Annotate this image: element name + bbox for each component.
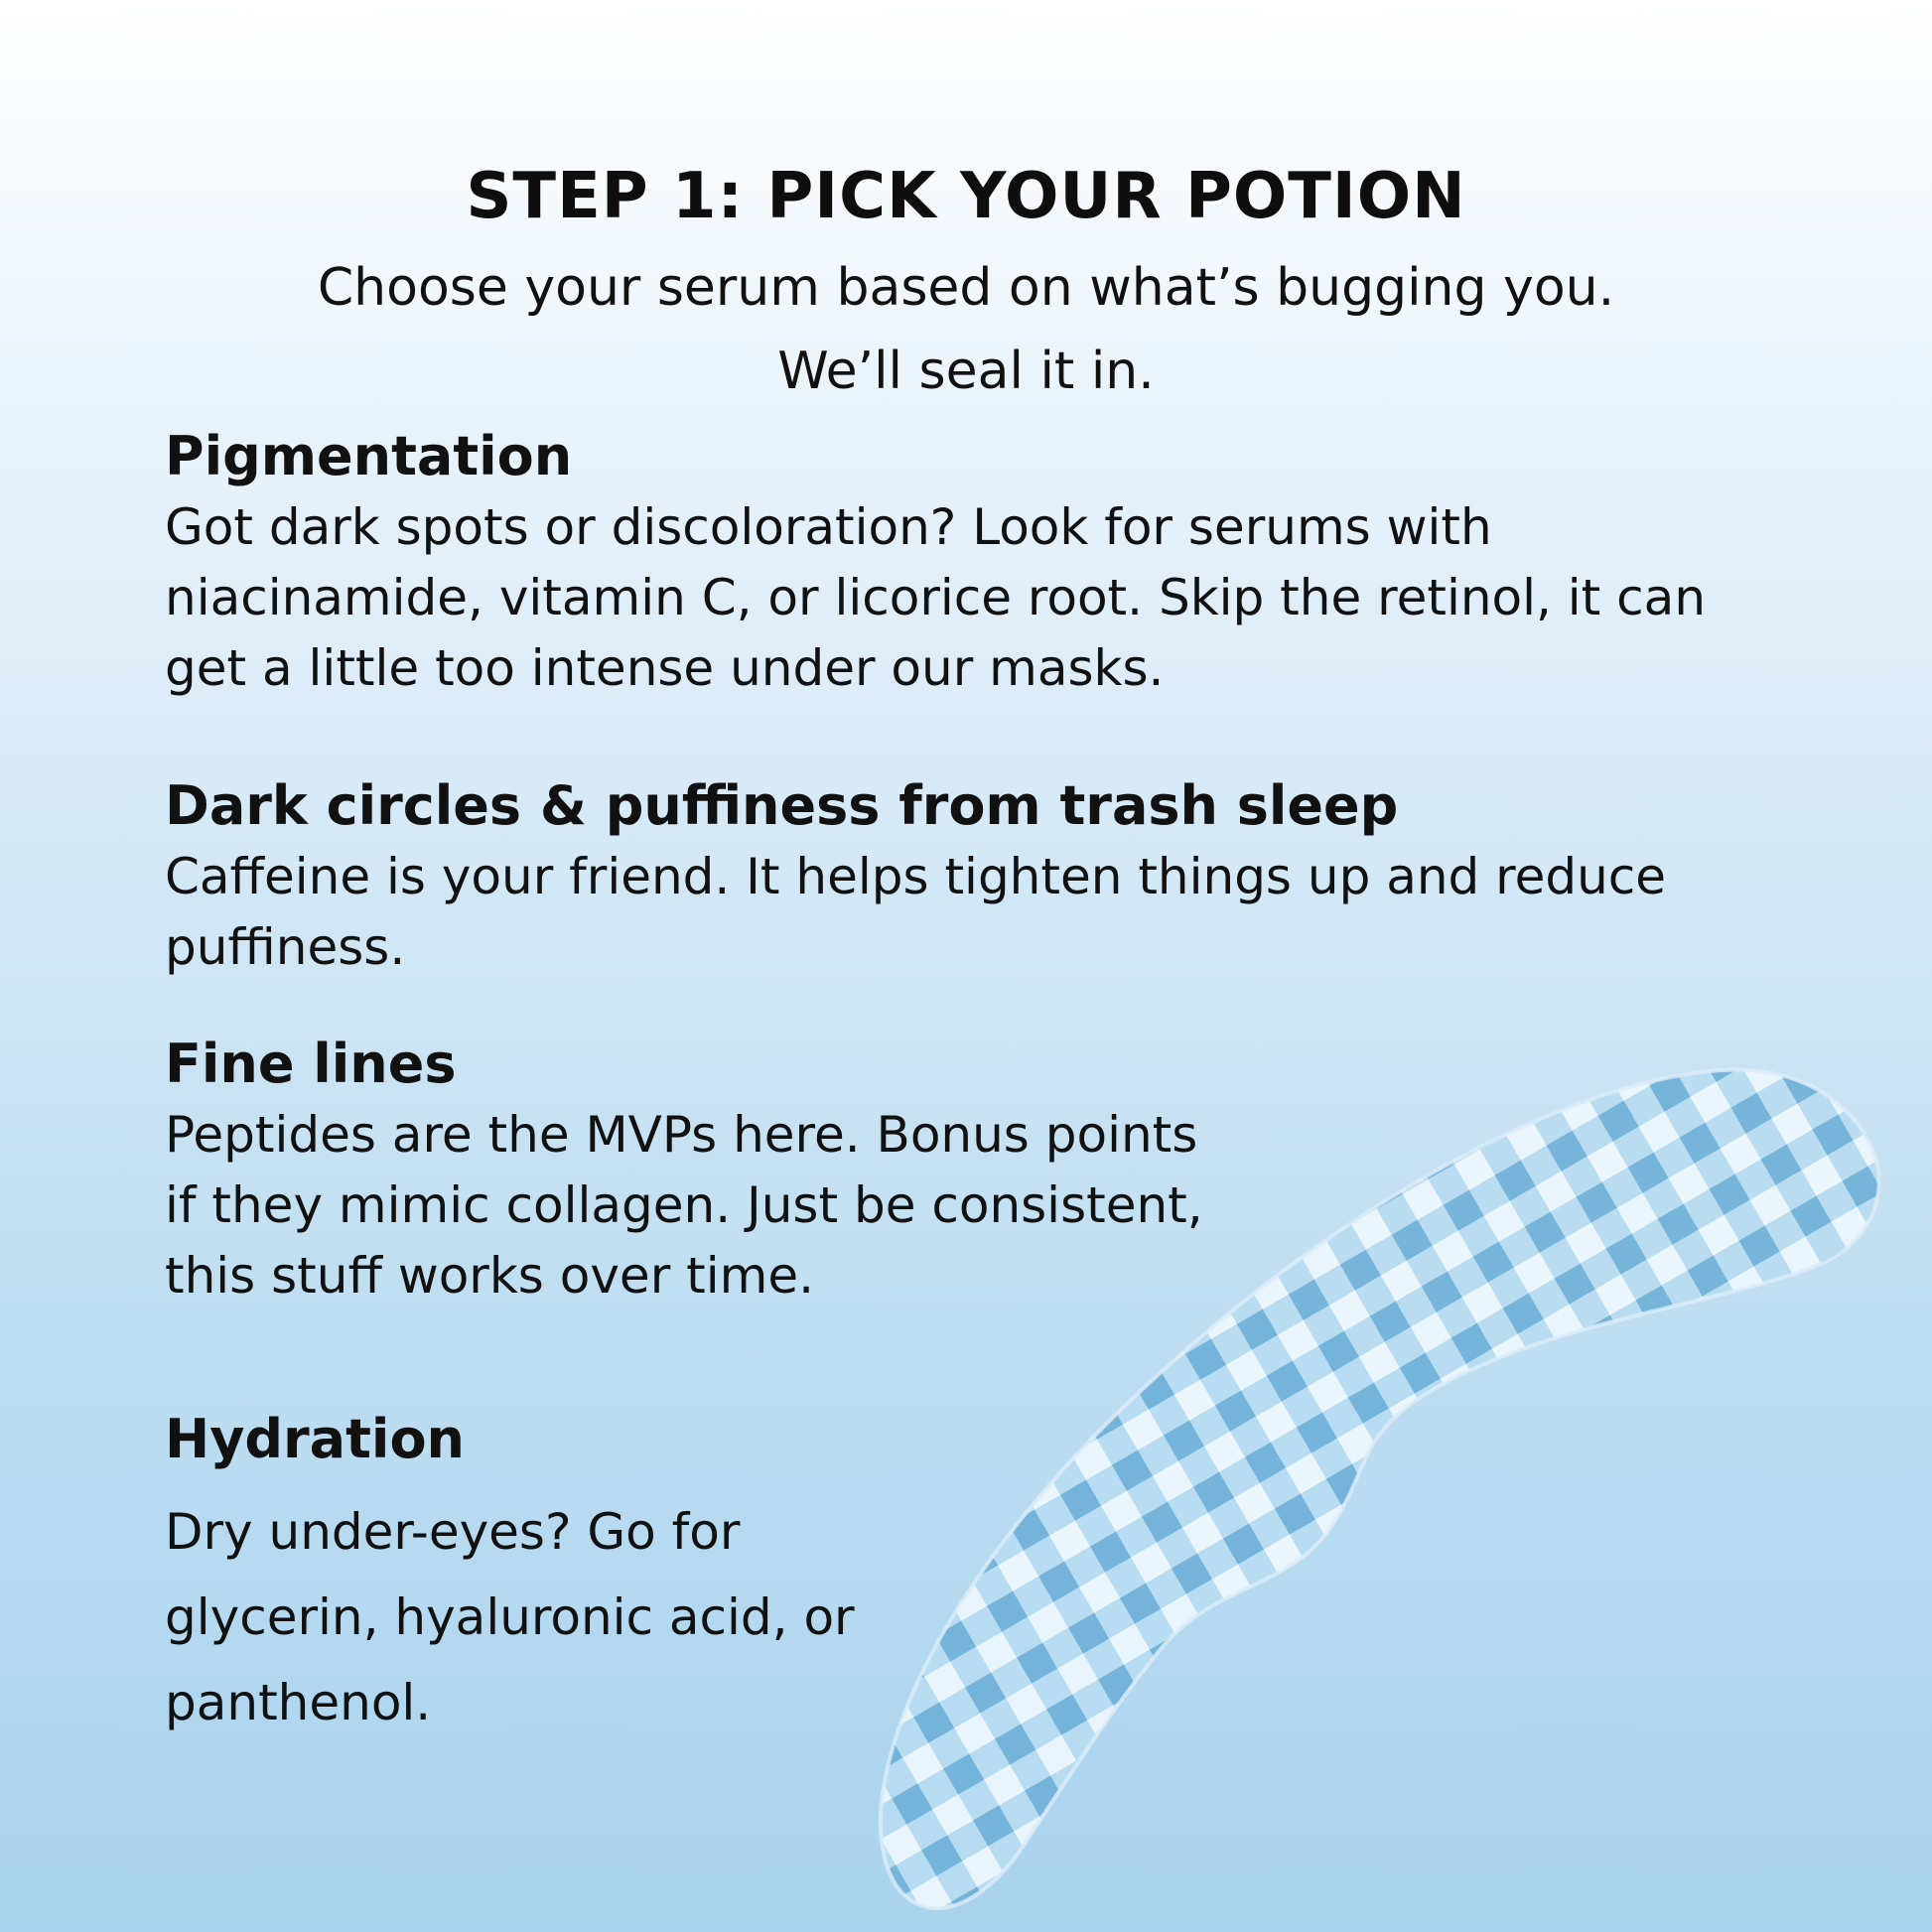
section-heading: Fine lines [165, 1033, 457, 1095]
page-subtitle [0, 246, 1932, 413]
section-hydration [165, 1404, 919, 1745]
section-body: Peptides are the MVPs here. Bonus points if they mimic collagen. Just be consistent, this stuff works over time. [165, 1106, 1203, 1305]
section-heading: Dark circles & puffiness from trash sleep [165, 774, 1399, 837]
subtitle-line-1: Choose your serum based on what’s bugging you. [317, 258, 1615, 318]
section-body: Got dark spots or discoloration? Look for serums with niacinamide, vitamin C, or licorice root. Skip the retinol, it can get a little too intense under our masks. [165, 498, 1707, 697]
section-heading: Pigmentation [165, 425, 573, 487]
section-heading: Hydration [165, 1408, 465, 1470]
section-body: Caffeine is your friend. It helps tighten things up and reduce puffiness. [165, 848, 1667, 976]
subtitle-line-2: We’ll seal it in. [777, 342, 1155, 401]
section-pigmentation [165, 421, 1714, 704]
gingham-eye-mask-illustration [874, 1052, 1932, 1932]
section-body: Dry under-eyes? Go for glycerin, hyaluronic acid, or panthenol. [165, 1503, 855, 1731]
mask-fill [874, 1052, 1932, 1932]
page-title: STEP 1: PICK YOUR POTION [466, 160, 1466, 233]
section-dark-circles [165, 770, 1714, 983]
